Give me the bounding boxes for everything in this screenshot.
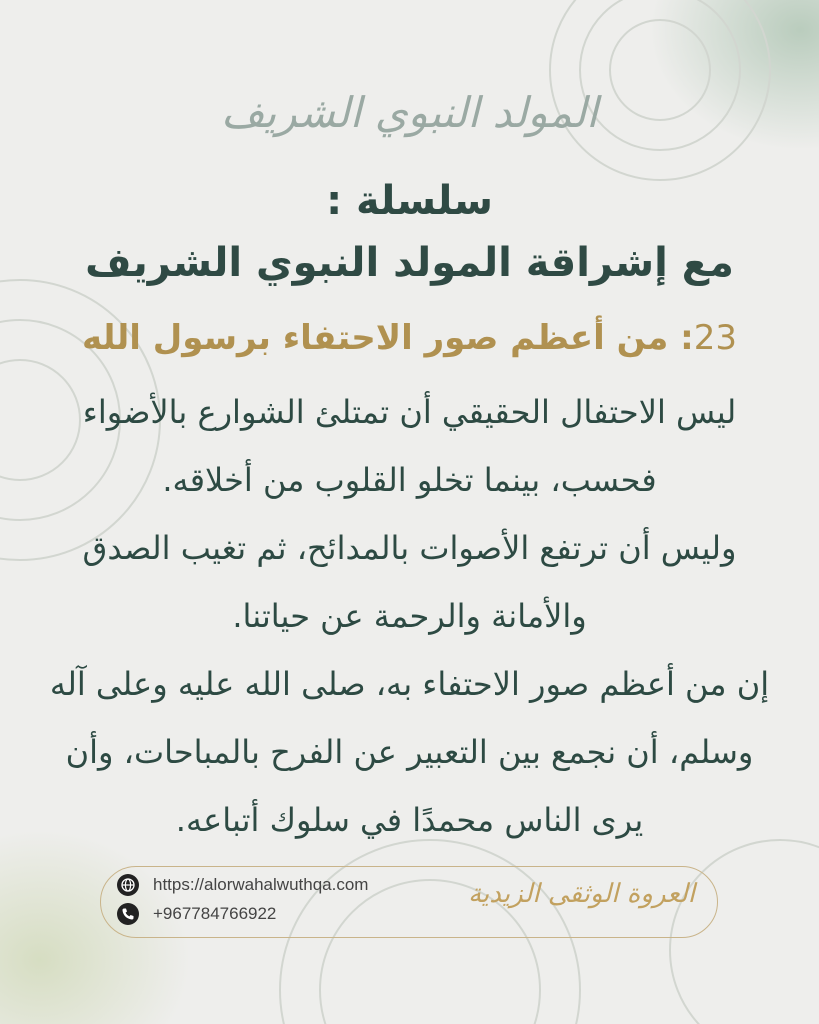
calligraphy-heading: المولد النبوي الشريف bbox=[221, 88, 598, 137]
contact-footer bbox=[100, 866, 718, 938]
paragraph-3: إن من أعظم صور الاحتفاء به، صلى الله عليه وعلى آله وسلم، أن نجمع بين التعبير عن الفرح بالمباحات، وأن يرى الناس محمدًا في سلوك أتباعه. bbox=[49, 665, 770, 839]
globe-icon bbox=[117, 874, 139, 896]
phone-row[interactable] bbox=[117, 903, 276, 925]
series-title: مع إشراقة المولد النبوي الشريف bbox=[85, 240, 734, 286]
series-label: سلسلة : bbox=[326, 178, 493, 224]
episode-number: 23 bbox=[693, 318, 737, 358]
organization-logo: العروة الوثقى الزيدية bbox=[468, 879, 695, 909]
body-text bbox=[40, 378, 779, 854]
episode-title: : من أعظم صور الاحتفاء برسول الله bbox=[82, 318, 694, 358]
phone-icon bbox=[117, 903, 139, 925]
episode-heading bbox=[0, 318, 819, 358]
paragraph-2: وليس أن ترتفع الأصوات بالمدائح، ثم تغيب الصدق والأمانة والرحمة عن حياتنا. bbox=[82, 529, 737, 635]
website-row[interactable] bbox=[117, 874, 368, 896]
website-link[interactable]: https://alorwahalwuthqa.com bbox=[153, 875, 369, 894]
phone-number[interactable]: +967784766922 bbox=[153, 904, 277, 923]
paragraph-1: ليس الاحتفال الحقيقي أن تمتلئ الشوارع بالأضواء فحسب، بينما تخلو القلوب من أخلاقه. bbox=[82, 393, 737, 499]
